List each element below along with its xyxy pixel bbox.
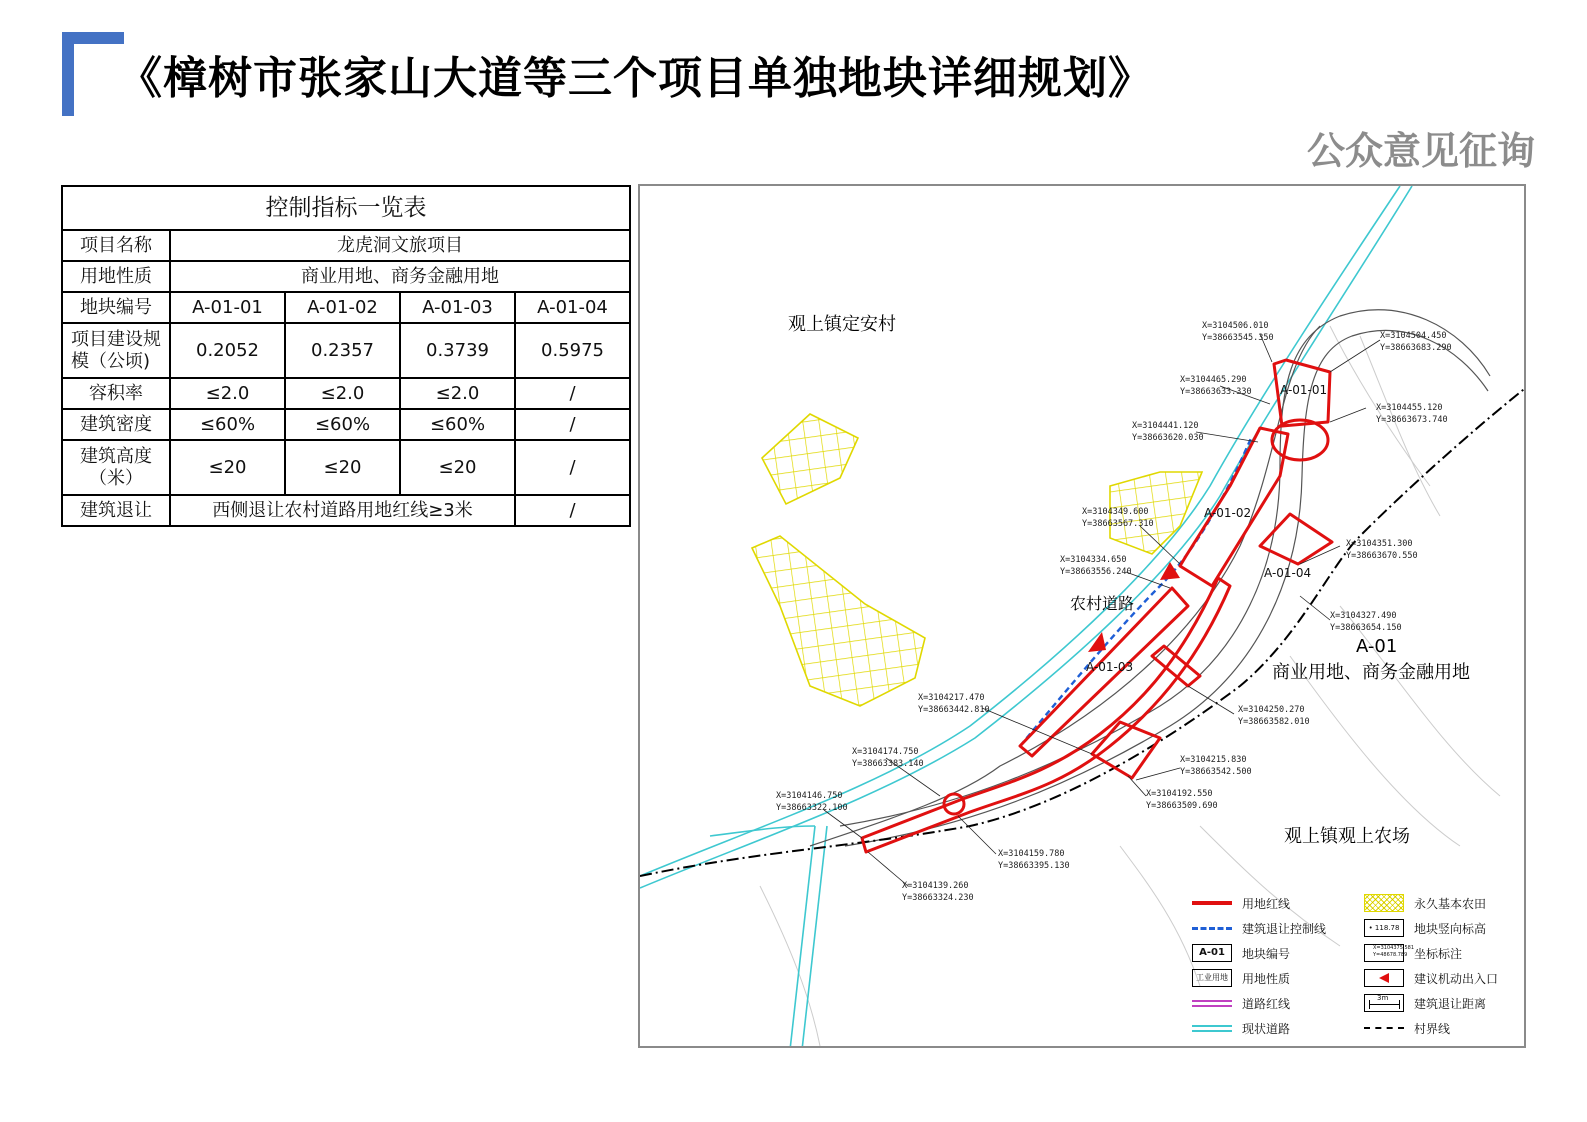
plot-code-cell: A-01-03 bbox=[400, 292, 515, 323]
row-label-setback: 建筑退让 bbox=[62, 495, 170, 526]
setback-distance-symbol: 3m bbox=[1364, 994, 1404, 1012]
legend-item: 永久基本农田 bbox=[1364, 892, 1486, 914]
scale-cell: 0.2357 bbox=[285, 323, 400, 378]
coord-note: X=3104217.470 Y=38663442.810 bbox=[918, 693, 990, 715]
coord-note: X=3104327.490 Y=38663654.150 bbox=[1330, 611, 1402, 633]
coord-note: X=3104192.550 Y=38663509.690 bbox=[1146, 789, 1218, 811]
corner-accent bbox=[62, 32, 124, 116]
plot-label: A-01-03 bbox=[1086, 660, 1134, 674]
setback-last-cell: / bbox=[515, 495, 630, 526]
coord-note: X=3104250.270 Y=38663582.010 bbox=[1238, 705, 1310, 727]
legend-item: 用地红线 bbox=[1192, 892, 1290, 914]
legend-item: 3m 建筑退让距离 bbox=[1364, 992, 1486, 1014]
plot-label: A-01-01 bbox=[1280, 383, 1328, 397]
scale-cell: 0.2052 bbox=[170, 323, 285, 378]
land-use-symbol: 工业用地 bbox=[1192, 969, 1232, 987]
legend-item: X=3104375.581 Y=48678.789 坐标标注 bbox=[1364, 942, 1462, 964]
coord-note: X=3104504.450 Y=38663683.290 bbox=[1380, 331, 1452, 353]
entrance-marker bbox=[1160, 562, 1180, 580]
page-title: 《樟树市张家山大道等三个项目单独地块详细规划》 bbox=[118, 53, 1153, 104]
plot-code-cell: A-01-01 bbox=[170, 292, 285, 323]
row-label-land-use: 用地性质 bbox=[62, 261, 170, 292]
far-cell: ≤2.0 bbox=[400, 378, 515, 409]
plot-code-cell: A-01-04 bbox=[515, 292, 630, 323]
legend-item: 现状道路 bbox=[1192, 1017, 1290, 1039]
label-block-use: 商业用地、商务金融用地 bbox=[1272, 662, 1470, 683]
legend-item: 工业用地 用地性质 bbox=[1192, 967, 1290, 989]
coord-note: X=3104146.750 Y=38663322.100 bbox=[776, 791, 848, 813]
density-cell: ≤60% bbox=[170, 409, 285, 440]
height-cell: / bbox=[515, 440, 630, 495]
legend-item: 道路红线 bbox=[1192, 992, 1290, 1014]
row-label-density: 建筑密度 bbox=[62, 409, 170, 440]
land-use-value: 商业用地、商务金融用地 bbox=[170, 261, 630, 292]
row-label-scale: 项目建设规模（公顷) bbox=[62, 323, 170, 378]
coord-note: X=3104215.830 Y=38663542.500 bbox=[1180, 755, 1252, 777]
coord-note: X=3104139.260 Y=38663324.230 bbox=[902, 881, 974, 903]
far-cell: ≤2.0 bbox=[285, 378, 400, 409]
label-village-west: 观上镇定安村 bbox=[788, 314, 896, 335]
height-cell: ≤20 bbox=[400, 440, 515, 495]
height-cell: ≤20 bbox=[170, 440, 285, 495]
plot-code-cell: A-01-02 bbox=[285, 292, 400, 323]
table-caption: 控制指标一览表 bbox=[62, 186, 630, 230]
density-cell: ≤60% bbox=[400, 409, 515, 440]
planning-map bbox=[638, 184, 1526, 1048]
row-label-project-name: 项目名称 bbox=[62, 230, 170, 261]
page-subtitle: 公众意见征询 bbox=[1306, 129, 1535, 173]
farmland-areas bbox=[752, 414, 1202, 706]
label-rural-road: 农村道路 bbox=[1070, 594, 1135, 613]
density-cell: / bbox=[515, 409, 630, 440]
coord-mark-symbol: X=3104375.581 Y=48678.789 bbox=[1364, 944, 1404, 962]
setback-value: 西侧退让农村道路用地红线≥3米 bbox=[170, 495, 515, 526]
coord-note: X=3104441.120 Y=38663620.030 bbox=[1132, 421, 1204, 443]
plot-label: A-01-04 bbox=[1264, 566, 1312, 580]
legend-item: 建议机动出入口 bbox=[1364, 967, 1498, 989]
project-name-value: 龙虎洞文旅项目 bbox=[170, 230, 630, 261]
coord-note: X=3104159.780 Y=38663395.130 bbox=[998, 849, 1070, 871]
density-cell: ≤60% bbox=[285, 409, 400, 440]
coord-note: X=3104506.010 Y=38663545.350 bbox=[1202, 321, 1274, 343]
scale-cell: 0.5975 bbox=[515, 323, 630, 378]
control-index-table bbox=[61, 185, 631, 527]
legend-item: A-01 地块编号 bbox=[1192, 942, 1290, 964]
village-boundary-symbol bbox=[1364, 1019, 1404, 1037]
legend-item: • 118.78 地块竖向标高 bbox=[1364, 917, 1486, 939]
plot-label: A-01-02 bbox=[1204, 506, 1252, 520]
existing-road-symbol bbox=[1192, 1019, 1232, 1037]
red-line-symbol bbox=[1192, 894, 1232, 912]
row-label-plot-code: 地块编号 bbox=[62, 292, 170, 323]
coord-note: X=3104455.120 Y=38663673.740 bbox=[1376, 403, 1448, 425]
plot-code-symbol: A-01 bbox=[1192, 944, 1232, 962]
elevation-symbol: • 118.78 bbox=[1364, 919, 1404, 937]
height-cell: ≤20 bbox=[285, 440, 400, 495]
coord-note: X=3104465.290 Y=38663633.330 bbox=[1180, 375, 1252, 397]
entrance-symbol bbox=[1364, 969, 1404, 987]
setback-line-symbol bbox=[1192, 919, 1232, 937]
label-farm-east: 观上镇观上农场 bbox=[1284, 826, 1410, 847]
farmland-symbol bbox=[1364, 894, 1404, 912]
road-red-line-symbol bbox=[1192, 994, 1232, 1012]
scale-cell: 0.3739 bbox=[400, 323, 515, 378]
legend-item: 村界线 bbox=[1364, 1017, 1450, 1039]
label-block-code: A-01 bbox=[1356, 636, 1398, 657]
far-cell: ≤2.0 bbox=[170, 378, 285, 409]
coord-note: X=3104334.650 Y=38663556.240 bbox=[1060, 555, 1132, 577]
coord-note: X=3104174.750 Y=38663383.140 bbox=[852, 747, 924, 769]
coord-note: X=3104349.600 Y=38663567.310 bbox=[1082, 507, 1154, 529]
legend-item: 建筑退让控制线 bbox=[1192, 917, 1326, 939]
far-cell: / bbox=[515, 378, 630, 409]
row-label-height: 建筑高度（米） bbox=[62, 440, 170, 495]
row-label-far: 容积率 bbox=[62, 378, 170, 409]
coord-note: X=3104351.300 Y=38663670.550 bbox=[1346, 539, 1418, 561]
